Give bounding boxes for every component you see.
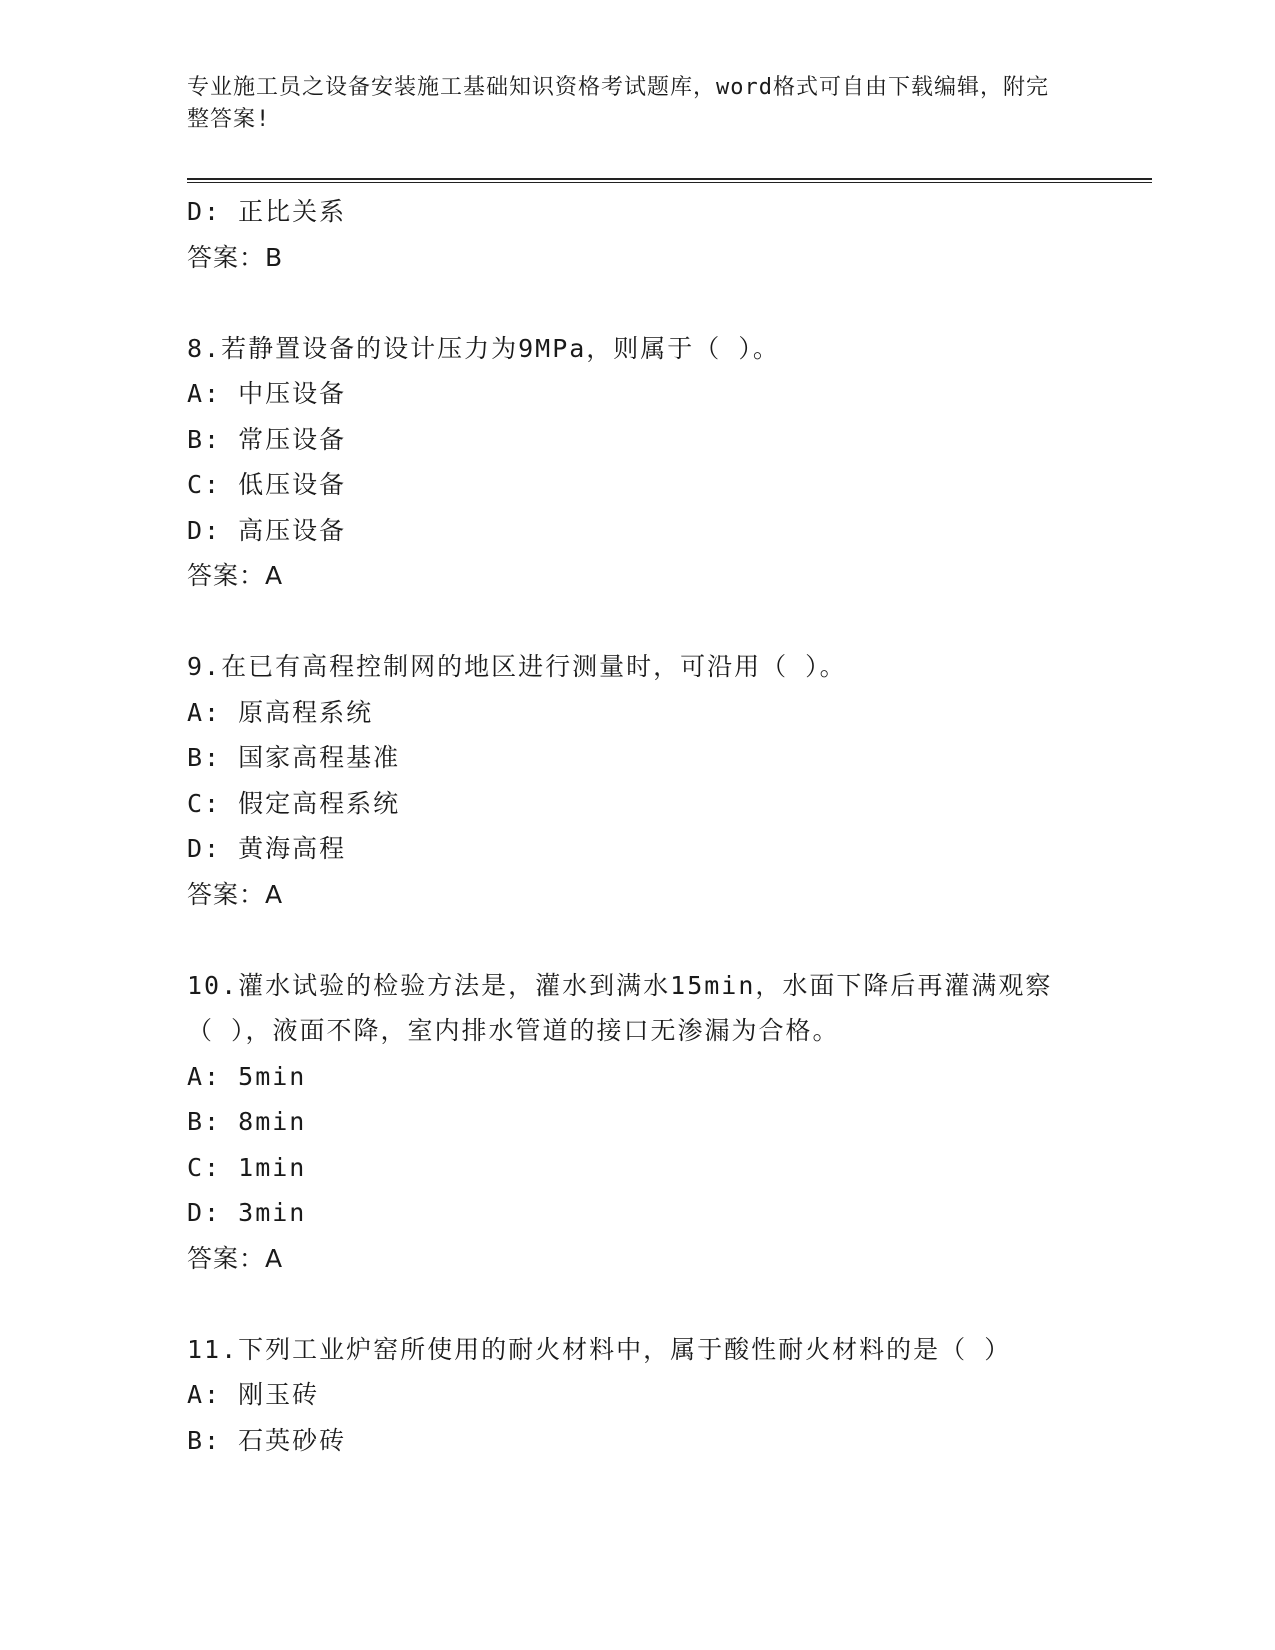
option-a: A: 5min: [187, 1061, 307, 1091]
option-d: D: 3min: [187, 1198, 307, 1227]
option-b: B: 国家高程基准: [187, 743, 401, 772]
question-stem: 8.若静置设备的设计压力为9MPa，则属于（ ）。: [187, 333, 780, 363]
question-stem: 11.下列工业炉窑所使用的耐火材料中，属于酸性耐火材料的是（ ）: [187, 1334, 1012, 1364]
option-b: B: 石英砂砖: [187, 1425, 347, 1455]
option-b: B: 8min: [187, 1107, 307, 1136]
question-list: [187, 189, 1152, 1463]
option-b: B: 常压设备: [187, 424, 347, 454]
spacer: [187, 280, 1152, 326]
option-a: A: 中压设备: [187, 379, 347, 408]
option-c: C: 假定高程系统: [187, 788, 401, 818]
option-c: C: 1min: [187, 1152, 307, 1182]
question-9: [187, 644, 1152, 917]
question-answer: 答案：A: [187, 879, 284, 909]
question-stem: 10.灌水试验的检验方法是，灌水到满水15min，水面下降后再灌满观察（ ），液面不降，室内排水管道的接口无渗漏为合格。: [187, 970, 1053, 1045]
prev-option-d: D: 正比关系: [187, 197, 347, 226]
document-page: [187, 0, 1152, 1650]
question-answer: 答案：A: [187, 1243, 284, 1273]
prev-answer: 答案：B: [187, 242, 284, 272]
question-8: [187, 326, 1152, 599]
question-11: [187, 1327, 1152, 1464]
question-answer: 答案：A: [187, 561, 284, 590]
option-d: D: 高压设备: [187, 515, 347, 545]
spacer: [187, 599, 1152, 645]
spacer: [187, 1281, 1152, 1327]
question-10: [187, 963, 1152, 1282]
question-stem: 9.在已有高程控制网的地区进行测量时，可沿用（ ）。: [187, 652, 847, 681]
option-a: A: 刚玉砖: [187, 1380, 320, 1409]
option-d: D: 黄海高程: [187, 834, 347, 863]
option-c: C: 低压设备: [187, 470, 347, 499]
document-header: 专业施工员之设备安装施工基础知识资格考试题库，word格式可自由下载编辑，附完整答案!: [187, 75, 1049, 132]
spacer: [187, 917, 1152, 963]
header-divider: [187, 178, 1152, 183]
option-a: A: 原高程系统: [187, 697, 374, 727]
